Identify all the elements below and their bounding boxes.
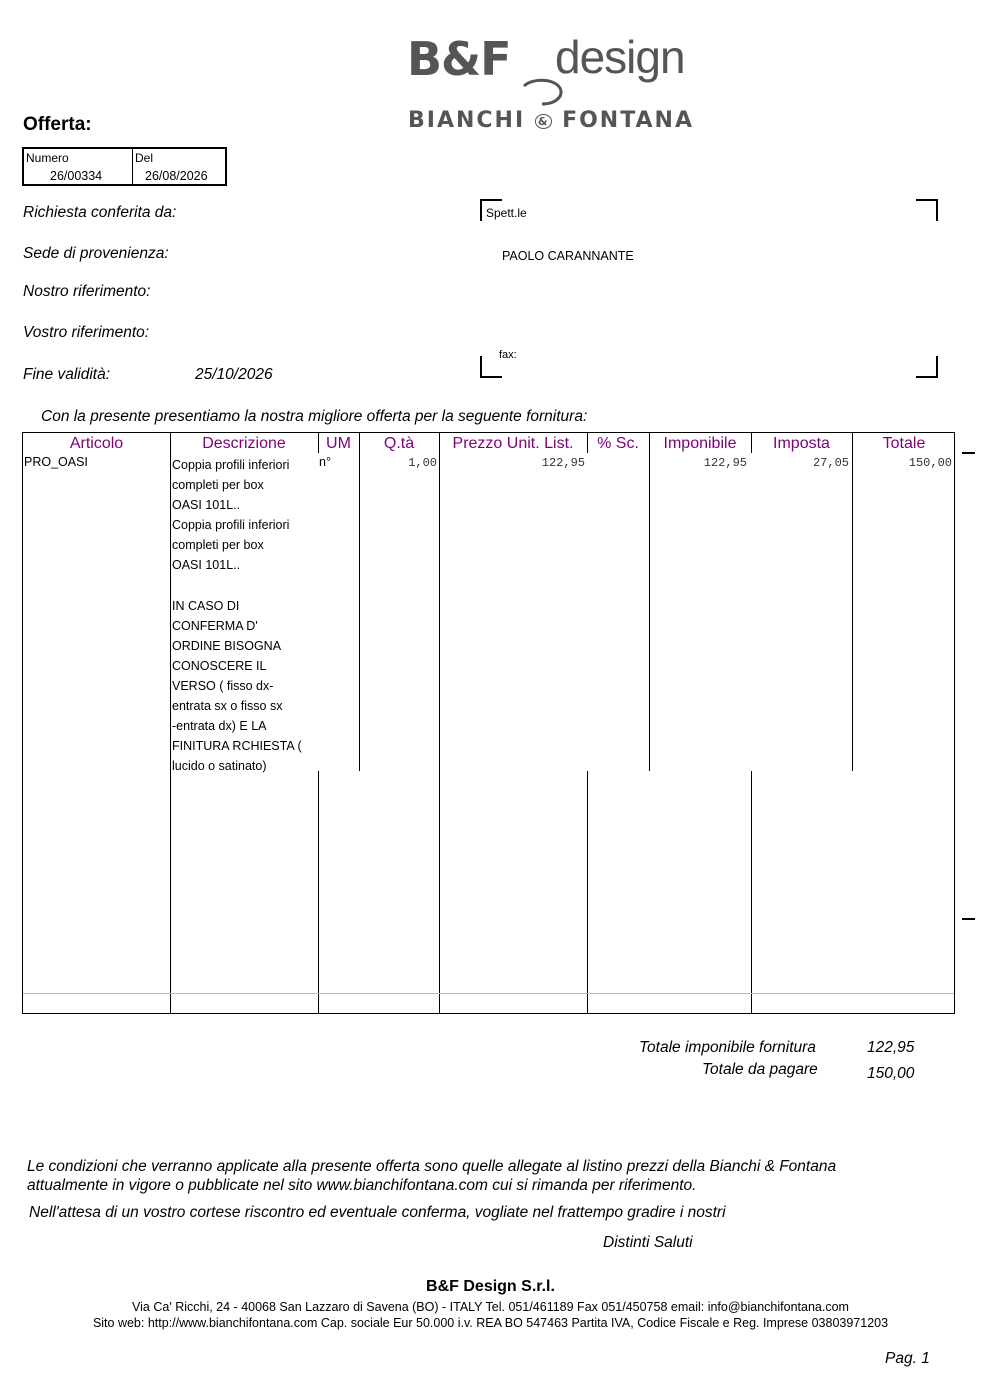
col-divider — [439, 433, 440, 453]
nostro-riferimento-label: Nostro riferimento: — [23, 283, 151, 300]
footer-line2: Sito web: http://www.bianchifontana.com Cap. sociale Eur 50.000 i.v. REA BO 547463 Partita IVA, Codice Fiscale e Reg. Imprese 03803971203 — [92, 1316, 889, 1330]
col-divider — [318, 771, 319, 1013]
col-divider — [587, 433, 588, 453]
header-articolo: Articolo — [69, 435, 124, 452]
row-divider — [23, 993, 954, 994]
cell-imposta: 27,05 — [812, 456, 849, 470]
col-divider — [751, 771, 752, 1013]
logo-fontana: FONTANA — [562, 108, 694, 133]
col-divider — [751, 433, 752, 453]
cell-articolo: PRO_OASI — [24, 455, 88, 469]
numero-value: 26/00334 — [50, 169, 103, 183]
header-um: UM — [326, 435, 351, 452]
margin-tick — [962, 452, 975, 454]
cell-totale: 150,00 — [908, 456, 952, 470]
offer-title: Offerta: — [23, 114, 92, 135]
footer-company: B&F Design S.r.l. — [426, 1278, 555, 1295]
numero-cell — [24, 149, 133, 184]
intro-text: Con la presente presentiamo la nostra migliore offerta per la seguente fornitura: — [41, 408, 588, 425]
del-label: Del — [135, 151, 154, 165]
cell-qta: 1,00 — [408, 456, 437, 470]
logo-design-text: design — [555, 31, 685, 83]
address-corner-tr — [916, 199, 938, 221]
cell-prezzo: 122,95 — [541, 456, 585, 470]
del-value: 26/08/2026 — [145, 169, 208, 183]
header-qta: Q.tà — [383, 435, 415, 452]
page-number: Pag. 1 — [885, 1350, 930, 1367]
logo-swoosh-icon — [520, 78, 570, 108]
col-divider — [170, 453, 171, 1013]
totale-imponibile-value: 122,95 — [867, 1039, 915, 1056]
col-divider — [852, 453, 853, 771]
fax-label: fax: — [499, 349, 517, 361]
col-divider — [170, 433, 171, 453]
logo-bf-text: B&F — [407, 32, 511, 86]
header-imponibile: Imponibile — [663, 435, 737, 452]
header-prezzo: Prezzo Unit. List. — [452, 435, 574, 452]
conditions-line1: Le condizioni che verranno applicate alla presente offerta sono quelle allegate al listino prezzi della Bianchi & Fontana — [27, 1158, 837, 1175]
customer-name: PAOLO CARANNANTE — [502, 249, 634, 263]
header-imposta: Imposta — [773, 435, 830, 452]
address-corner-br — [916, 356, 938, 378]
conditions-line3: Nell'attesa di un vostro cortese riscontro ed eventuale conferma, vogliate nel frattempo gradire i nostri — [29, 1204, 726, 1221]
header-descrizione: Descrizione — [202, 435, 286, 452]
col-divider — [318, 433, 319, 453]
footer-line1: Via Ca' Ricchi, 24 - 40068 San Lazzaro di Savena (BO) - ITALY Tel. 051/461189 Fax 051/450758 email: info@bianchifontana.com — [132, 1300, 849, 1314]
logo-bianchi: BIANCHI — [408, 108, 526, 133]
fine-validita-value: 25/10/2026 — [195, 366, 273, 383]
cell-um: n° — [319, 455, 331, 469]
col-divider — [439, 453, 440, 1013]
richiesta-label: Richiesta conferita da: — [23, 204, 177, 221]
margin-tick — [962, 918, 975, 920]
header-totale: Totale — [882, 435, 926, 452]
col-divider — [359, 453, 360, 771]
spett-label: Spett.le — [486, 206, 527, 220]
logo-and: & — [535, 114, 553, 129]
header-sconto: % Sc. — [597, 435, 639, 452]
offer-number-box — [22, 147, 227, 186]
del-cell — [133, 149, 227, 184]
logo-subtitle — [408, 108, 694, 133]
col-divider — [852, 433, 853, 453]
cell-descrizione: Coppia profili inferiori completi per box OASI 101L.. Coppia profili inferiori completi per box OASI 101L.. IN CASO DI CONFERMA D' ORDINE BISOGNA CONOSCERE IL VERSO ( fisso dx- entrata sx o fisso sx -entrata dx) E LA FINITURA RCHIESTA ( lucido o satinato) — [172, 458, 302, 774]
col-divider — [649, 433, 650, 453]
col-divider — [587, 771, 588, 1013]
cell-imponibile: 122,95 — [703, 456, 747, 470]
offer-table — [22, 432, 955, 1014]
fine-validita-label: Fine validità: — [23, 366, 111, 383]
numero-label: Numero — [26, 151, 69, 165]
sede-label: Sede di provenienza: — [23, 245, 169, 262]
distinti-saluti: Distinti Saluti — [603, 1234, 693, 1251]
col-divider — [649, 453, 650, 771]
totale-pagare-value: 150,00 — [867, 1065, 915, 1082]
col-divider — [359, 433, 360, 453]
conditions-line2: attualmente in vigore o pubblicate nel sito www.bianchifontana.com cui si rimanda per riferimento. — [27, 1177, 697, 1194]
vostro-riferimento-label: Vostro riferimento: — [23, 324, 150, 341]
totale-pagare-label: Totale da pagare — [702, 1061, 818, 1078]
totale-imponibile-label: Totale imponibile fornitura — [639, 1039, 816, 1056]
